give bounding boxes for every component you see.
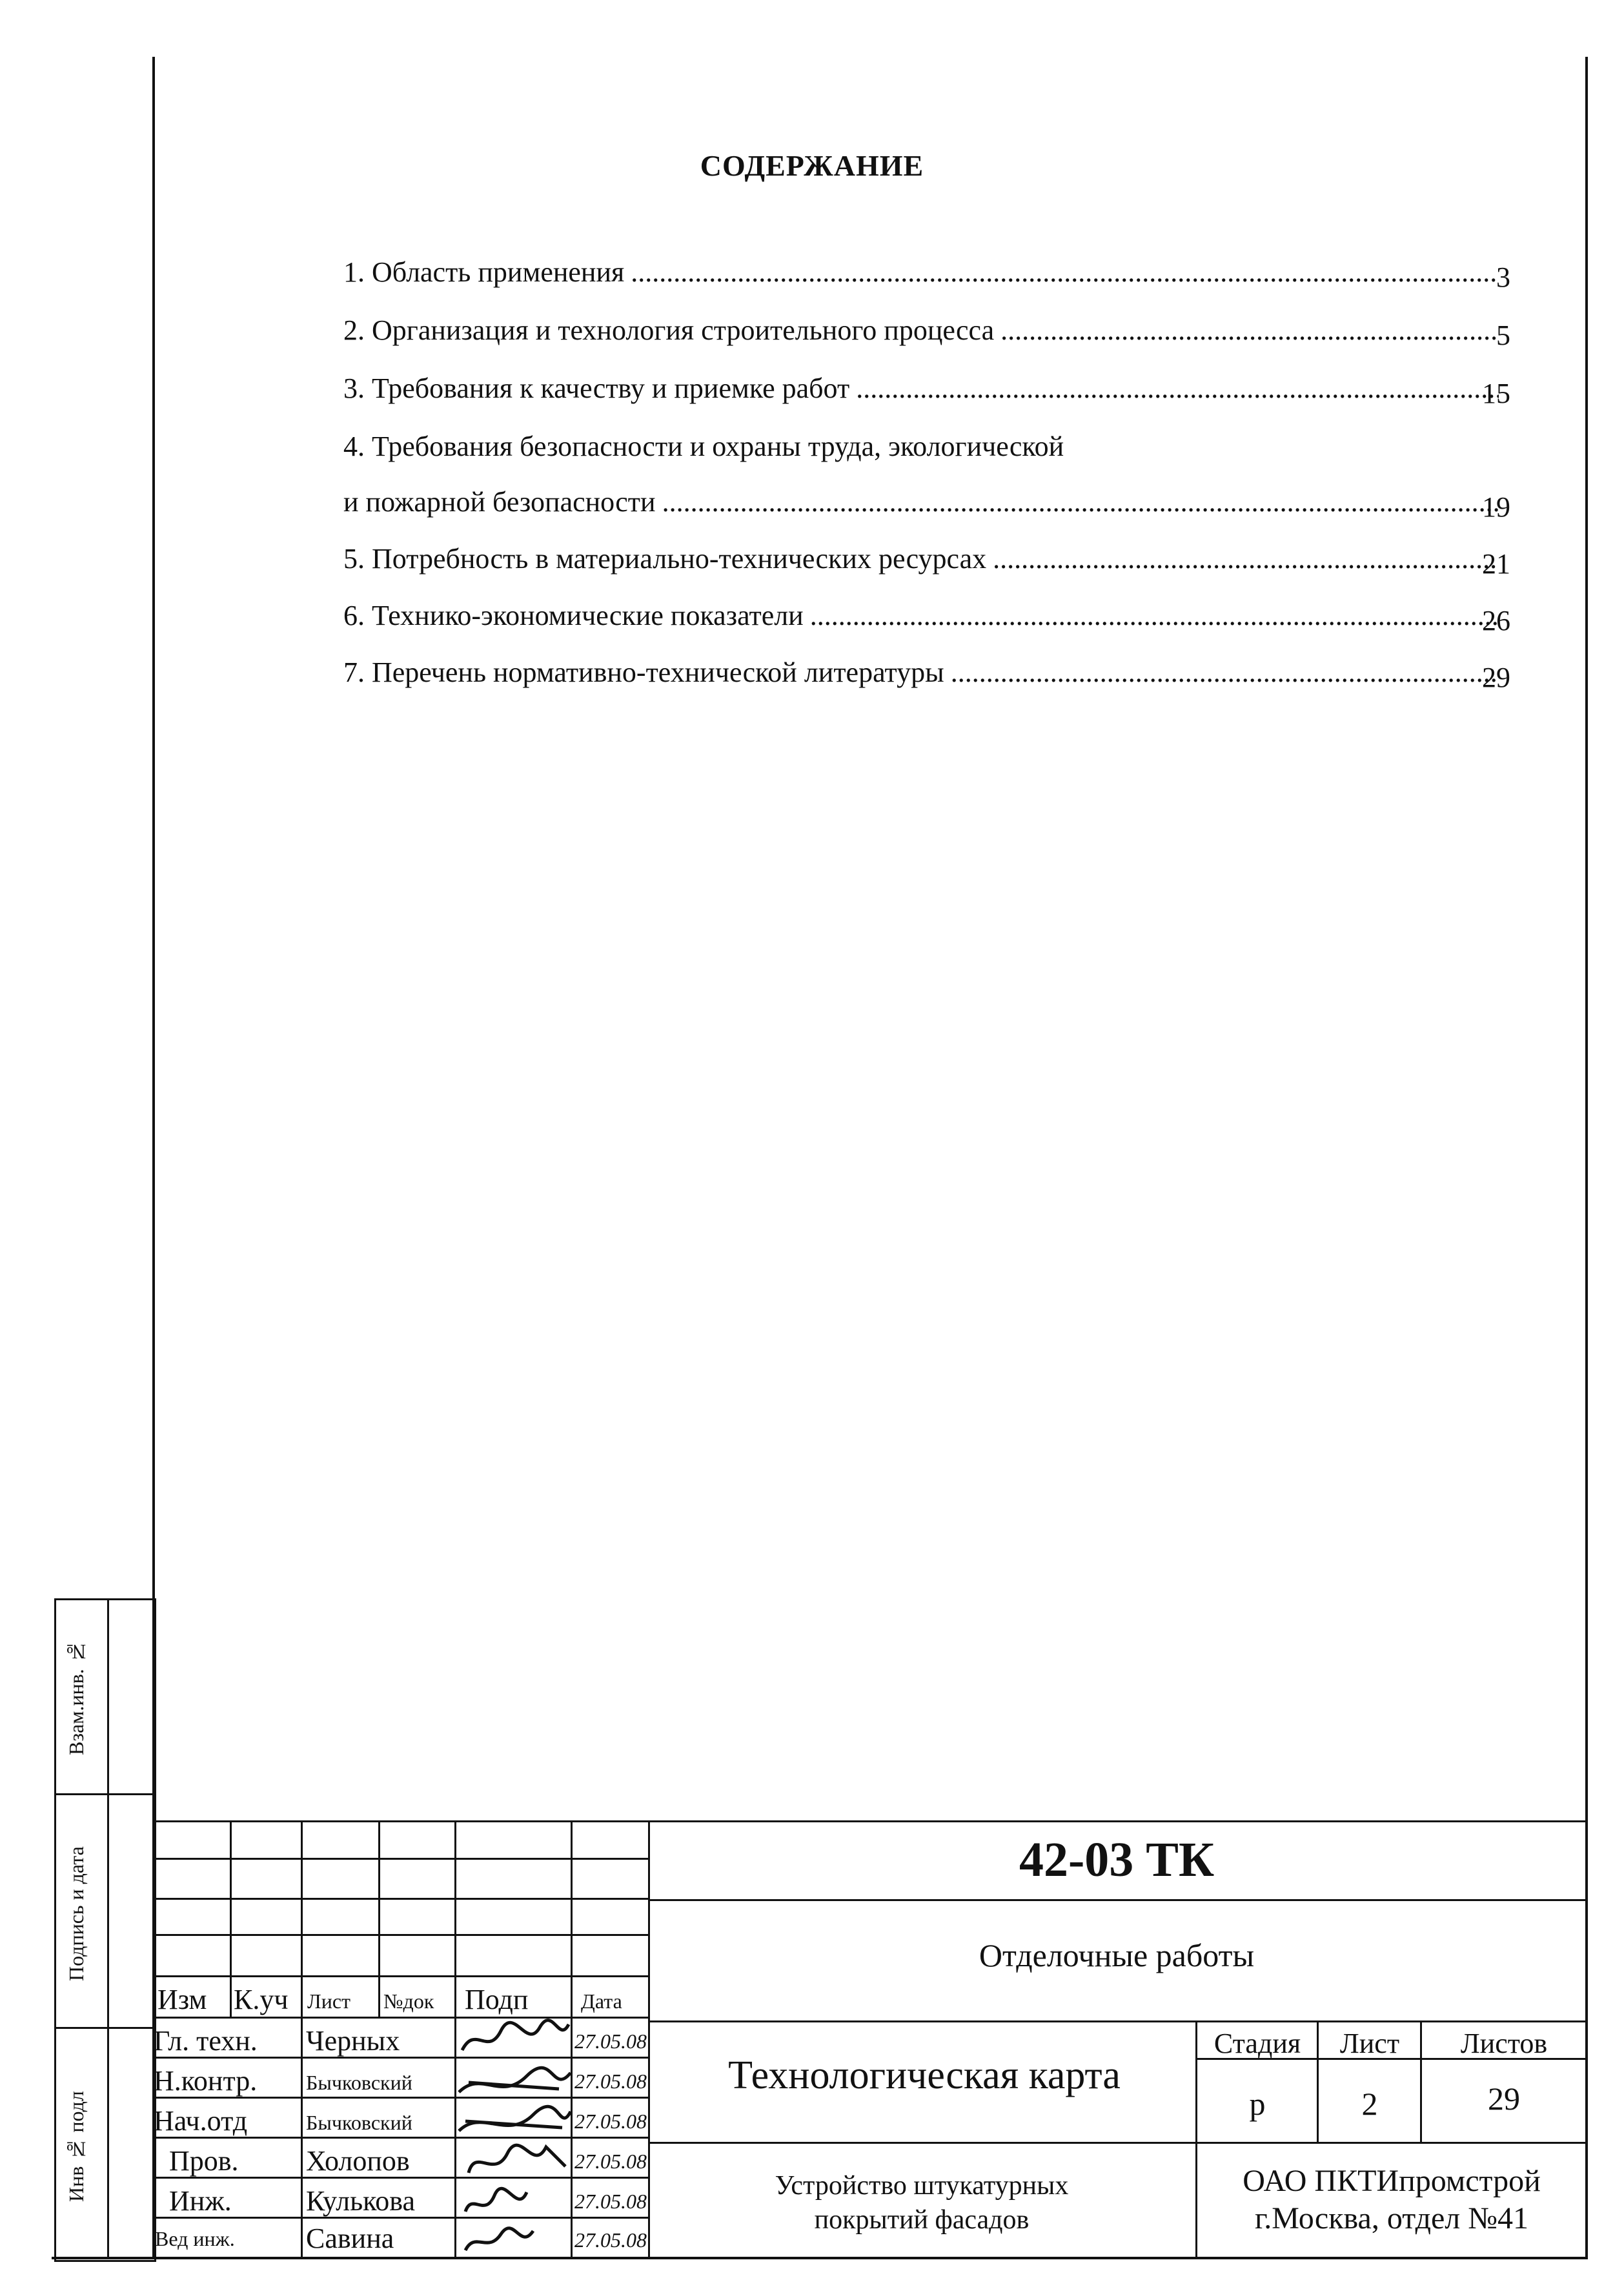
- organization: [1198, 2163, 1585, 2237]
- title-block-top-line: [152, 1820, 1588, 1822]
- signer-date: 27.05.08: [574, 2190, 647, 2213]
- toc-page-2: 5: [1496, 320, 1510, 351]
- title-block-line: [648, 2142, 1588, 2144]
- toc-page-7: 29: [1482, 662, 1510, 693]
- signer-role: Нач.отд: [154, 2105, 248, 2137]
- org-line-1: ОАО ПКТИпромстрой: [1243, 2164, 1541, 2198]
- sheets-value: 29: [1488, 2081, 1520, 2117]
- stage-divider: [1317, 2020, 1319, 2142]
- signer-name: Кулькова: [306, 2185, 415, 2217]
- toc-item-7[interactable]: [343, 656, 1505, 695]
- col-header-ndok: №док: [383, 1990, 434, 2013]
- document-name: Технологическая карта: [728, 2053, 1121, 2097]
- sheet-header: Лист: [1339, 2028, 1400, 2059]
- grid-line: [152, 2217, 648, 2219]
- frame-right-border: [1585, 57, 1588, 2258]
- toc-item-3[interactable]: [343, 372, 1505, 411]
- toc-leader-dots: [951, 656, 1499, 689]
- toc-leader-dots: [662, 485, 1499, 518]
- grid-line: [152, 2097, 648, 2099]
- toc-item-4-line2[interactable]: [343, 485, 1505, 524]
- toc-item-label: и пожарной безопасности: [343, 486, 656, 518]
- signer-role: Н.контр.: [154, 2065, 258, 2097]
- toc-item-label: 7. Перечень нормативно-технической литературы: [343, 657, 944, 688]
- col-header-data: Дата: [581, 1990, 622, 2013]
- signer-date: 27.05.08: [574, 2228, 647, 2252]
- document-subtitle: [648, 2169, 1195, 2237]
- grid-col-line: [378, 1820, 380, 2017]
- grid-line: [152, 1975, 648, 1977]
- toc-leader-dots: [631, 256, 1499, 289]
- grid-line: [152, 2057, 648, 2059]
- col-header-izm: Изм: [157, 1984, 207, 2015]
- toc-item-label: 1. Область применения: [343, 256, 625, 288]
- org-line-2: г.Москва, отдел №41: [1254, 2201, 1529, 2235]
- grid-line: [152, 2177, 648, 2179]
- title-block-line: [648, 2020, 1588, 2022]
- signer-date: 27.05.08: [574, 2150, 647, 2173]
- toc-item-label: 6. Технико-экономические показатели: [343, 600, 804, 631]
- side-label-podpis-data: Подпись и дата: [65, 1846, 88, 1982]
- signer-name: Бычковский: [306, 2071, 412, 2094]
- col-header-podp: Подп: [465, 1984, 529, 2015]
- toc-item-label: 2. Организация и технология строительного процесса: [343, 314, 995, 346]
- toc-item-4-line1[interactable]: 4. Требования безопасности и охраны труда, экологической: [343, 431, 1064, 462]
- contents-title: СОДЕРЖАНИЕ: [700, 149, 924, 182]
- signer-role: Инж.: [169, 2185, 232, 2217]
- toc-leader-dots: [856, 372, 1499, 405]
- toc-page-5: 21: [1482, 548, 1510, 580]
- signer-name: Черных: [306, 2025, 400, 2057]
- grid-col-line: [301, 1820, 303, 2257]
- signer-role: Гл. техн.: [154, 2025, 258, 2057]
- col-header-list: Лист: [307, 1990, 351, 2013]
- toc-item-5[interactable]: [343, 542, 1505, 581]
- frame-bottom-border: [52, 2257, 1588, 2259]
- work-type: Отделочные работы: [979, 1937, 1255, 1973]
- title-block-line: [648, 1899, 1588, 1901]
- signer-name: Холопов: [306, 2145, 410, 2177]
- signer-date: 27.05.08: [574, 2070, 647, 2093]
- grid-line: [152, 2137, 648, 2139]
- side-stamp-divider: [107, 1598, 109, 2258]
- sheets-header: Листов: [1460, 2028, 1548, 2059]
- subtitle-line-2: покрытий фасадов: [814, 2204, 1030, 2235]
- side-stamp-line: [54, 1793, 152, 1795]
- stage-divider: [1420, 2020, 1422, 2142]
- toc-item-1[interactable]: [343, 256, 1505, 294]
- grid-col-line: [230, 1820, 232, 2017]
- toc-item-label: 3. Требования к качеству и приемке работ: [343, 372, 850, 404]
- toc-item-2[interactable]: [343, 314, 1505, 352]
- signer-date: 27.05.08: [574, 2110, 647, 2133]
- signer-name: Савина: [306, 2223, 394, 2254]
- grid-line: [152, 1898, 648, 1900]
- toc-leader-dots: [1000, 314, 1499, 347]
- toc-page-4: 19: [1482, 491, 1510, 523]
- toc-leader-dots: [993, 542, 1499, 575]
- toc-page-3: 15: [1482, 378, 1510, 409]
- side-stamp-line: [54, 2027, 152, 2029]
- toc-page-6: 26: [1482, 605, 1510, 636]
- signer-name: Бычковский: [306, 2111, 412, 2134]
- grid-line: [152, 1858, 648, 1860]
- side-label-vzam-inv: Взам.инв. №: [65, 1640, 88, 1755]
- col-header-kuch: К.уч: [234, 1984, 289, 2015]
- title-block-divider: [1195, 2020, 1197, 2257]
- subtitle-line-1: Устройство штукатурных: [775, 2171, 1069, 2201]
- signer-role: Пров.: [169, 2145, 239, 2177]
- signer-role: Вед инж.: [155, 2227, 235, 2250]
- document-designation: 42-03 ТК: [1019, 1833, 1215, 1887]
- grid-line: [152, 1934, 648, 1936]
- signatures-icon: [456, 2018, 572, 2257]
- grid-line: [152, 2017, 648, 2019]
- toc-item-label: 5. Потребность в материально-технических ресурсах: [343, 543, 987, 575]
- toc-page-1: 3: [1496, 261, 1510, 293]
- stage-header: Стадия: [1213, 2028, 1301, 2059]
- signer-date: 27.05.08: [574, 2030, 647, 2053]
- toc-leader-dots: [810, 599, 1499, 632]
- toc-item-6[interactable]: [343, 599, 1505, 638]
- stage-value: р: [1249, 2086, 1266, 2122]
- sheet-value: 2: [1361, 2086, 1378, 2122]
- side-label-inv-podl: Инв № подл: [65, 2091, 88, 2202]
